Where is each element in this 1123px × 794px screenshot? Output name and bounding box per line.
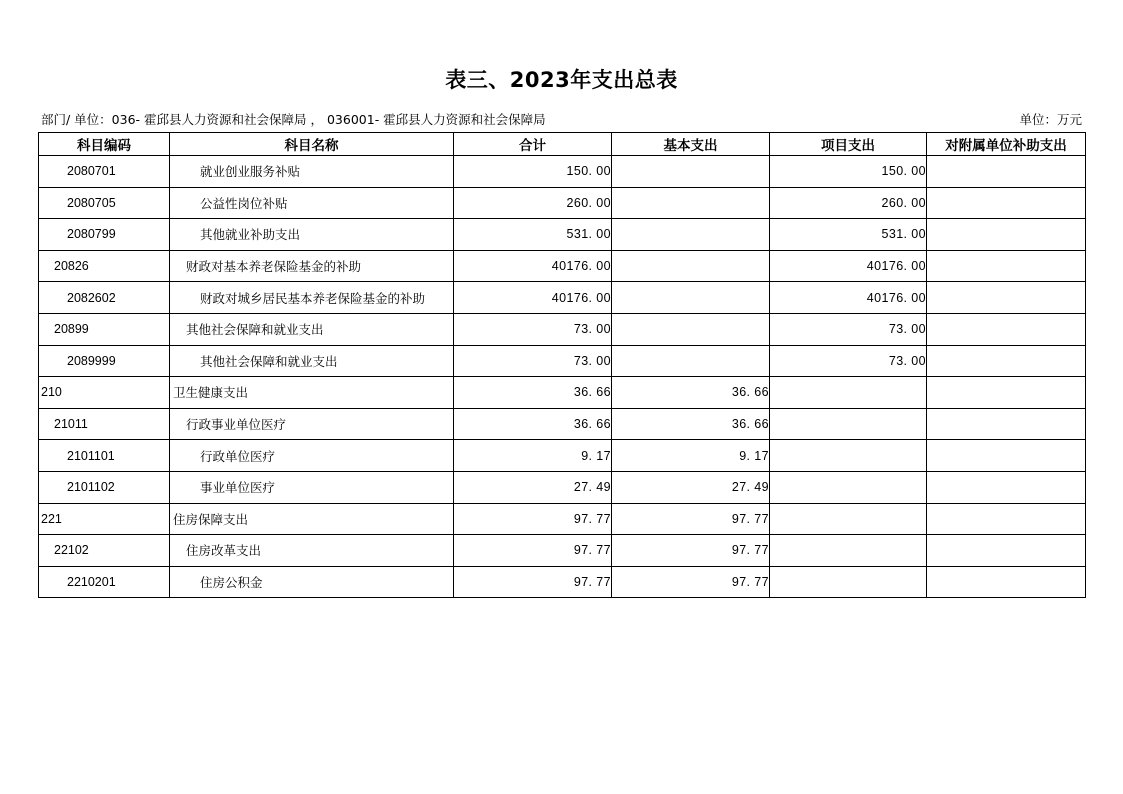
cell-subsidy [927, 566, 1086, 598]
cell-total: 97. 77 [454, 566, 612, 598]
cell-subsidy [927, 503, 1086, 535]
cell-basic [612, 250, 770, 282]
cell-subsidy [927, 282, 1086, 314]
cell-code: 2080705 [39, 187, 170, 219]
table-row [39, 471, 1086, 503]
cell-total: 40176. 00 [454, 282, 612, 314]
cell-project [770, 503, 927, 535]
cell-basic: 36. 66 [612, 408, 770, 440]
cell-name: 住房改革支出 [170, 535, 454, 567]
cell-subsidy [927, 440, 1086, 472]
cell-basic: 36. 66 [612, 377, 770, 409]
column-header-total: 合计 [454, 133, 612, 156]
cell-total: 97. 77 [454, 503, 612, 535]
cell-subsidy [927, 250, 1086, 282]
cell-basic: 9. 17 [612, 440, 770, 472]
table-row [39, 377, 1086, 409]
table-header-row [39, 133, 1086, 156]
table-row [39, 313, 1086, 345]
cell-name: 公益性岗位补贴 [170, 187, 454, 219]
cell-code: 2080799 [39, 219, 170, 251]
cell-project [770, 440, 927, 472]
cell-subsidy [927, 408, 1086, 440]
cell-code: 2210201 [39, 566, 170, 598]
cell-project: 40176. 00 [770, 282, 927, 314]
cell-code: 21011 [39, 408, 170, 440]
expenditure-table [38, 132, 1086, 598]
table-row [39, 503, 1086, 535]
cell-project: 260. 00 [770, 187, 927, 219]
cell-code: 210 [39, 377, 170, 409]
cell-name: 财政对城乡居民基本养老保险基金的补助 [170, 282, 454, 314]
cell-total: 73. 00 [454, 313, 612, 345]
column-header-name: 科目名称 [170, 133, 454, 156]
cell-subsidy [927, 313, 1086, 345]
cell-basic: 97. 77 [612, 535, 770, 567]
cell-name: 其他就业补助支出 [170, 219, 454, 251]
table-row [39, 408, 1086, 440]
cell-code: 2080701 [39, 156, 170, 188]
cell-total: 260. 00 [454, 187, 612, 219]
column-header-basic: 基本支出 [612, 133, 770, 156]
cell-subsidy [927, 219, 1086, 251]
cell-project [770, 408, 927, 440]
cell-basic [612, 345, 770, 377]
cell-basic [612, 187, 770, 219]
cell-subsidy [927, 535, 1086, 567]
table-row [39, 535, 1086, 567]
cell-total: 73. 00 [454, 345, 612, 377]
column-header-project: 项目支出 [770, 133, 927, 156]
cell-code: 20826 [39, 250, 170, 282]
cell-name: 财政对基本养老保险基金的补助 [170, 250, 454, 282]
table-row [39, 345, 1086, 377]
cell-total: 36. 66 [454, 377, 612, 409]
cell-basic: 97. 77 [612, 503, 770, 535]
cell-total: 27. 49 [454, 471, 612, 503]
table-row [39, 156, 1086, 188]
cell-subsidy [927, 345, 1086, 377]
cell-project [770, 471, 927, 503]
cell-code: 2101102 [39, 471, 170, 503]
cell-project: 73. 00 [770, 345, 927, 377]
column-header-subsidy: 对附属单位补助支出 [927, 133, 1086, 156]
cell-project [770, 377, 927, 409]
table-row [39, 566, 1086, 598]
cell-code: 22102 [39, 535, 170, 567]
cell-name: 行政事业单位医疗 [170, 408, 454, 440]
department-label: 部门/ 单位：036- 霍邱县人力资源和社会保障局 ， 036001- 霍邱县人力资源和社会保障局 [41, 112, 546, 127]
cell-project [770, 535, 927, 567]
cell-total: 40176. 00 [454, 250, 612, 282]
cell-name: 就业创业服务补贴 [170, 156, 454, 188]
cell-basic [612, 282, 770, 314]
cell-subsidy [927, 471, 1086, 503]
cell-name: 住房公积金 [170, 566, 454, 598]
cell-name: 其他社会保障和就业支出 [170, 313, 454, 345]
cell-name: 住房保障支出 [170, 503, 454, 535]
cell-project [770, 566, 927, 598]
page-title: 表三、2023年支出总表 [445, 68, 678, 92]
column-header-code: 科目编码 [39, 133, 170, 156]
cell-total: 97. 77 [454, 535, 612, 567]
cell-basic [612, 219, 770, 251]
cell-basic [612, 156, 770, 188]
cell-project: 40176. 00 [770, 250, 927, 282]
table-row [39, 187, 1086, 219]
cell-total: 9. 17 [454, 440, 612, 472]
cell-basic: 27. 49 [612, 471, 770, 503]
cell-total: 150. 00 [454, 156, 612, 188]
cell-basic [612, 313, 770, 345]
table-row [39, 250, 1086, 282]
cell-name: 卫生健康支出 [170, 377, 454, 409]
cell-code: 2082602 [39, 282, 170, 314]
table-body [39, 156, 1086, 598]
table-row [39, 282, 1086, 314]
cell-name: 其他社会保障和就业支出 [170, 345, 454, 377]
cell-code: 221 [39, 503, 170, 535]
cell-code: 2089999 [39, 345, 170, 377]
cell-total: 531. 00 [454, 219, 612, 251]
cell-project: 531. 00 [770, 219, 927, 251]
cell-total: 36. 66 [454, 408, 612, 440]
cell-project: 73. 00 [770, 313, 927, 345]
table-row [39, 440, 1086, 472]
cell-basic: 97. 77 [612, 566, 770, 598]
table-row [39, 219, 1086, 251]
cell-subsidy [927, 156, 1086, 188]
cell-subsidy [927, 377, 1086, 409]
cell-subsidy [927, 187, 1086, 219]
cell-code: 2101101 [39, 440, 170, 472]
cell-code: 20899 [39, 313, 170, 345]
cell-name: 事业单位医疗 [170, 471, 454, 503]
unit-label: 单位：万元 [1019, 112, 1082, 127]
cell-name: 行政单位医疗 [170, 440, 454, 472]
cell-project: 150. 00 [770, 156, 927, 188]
